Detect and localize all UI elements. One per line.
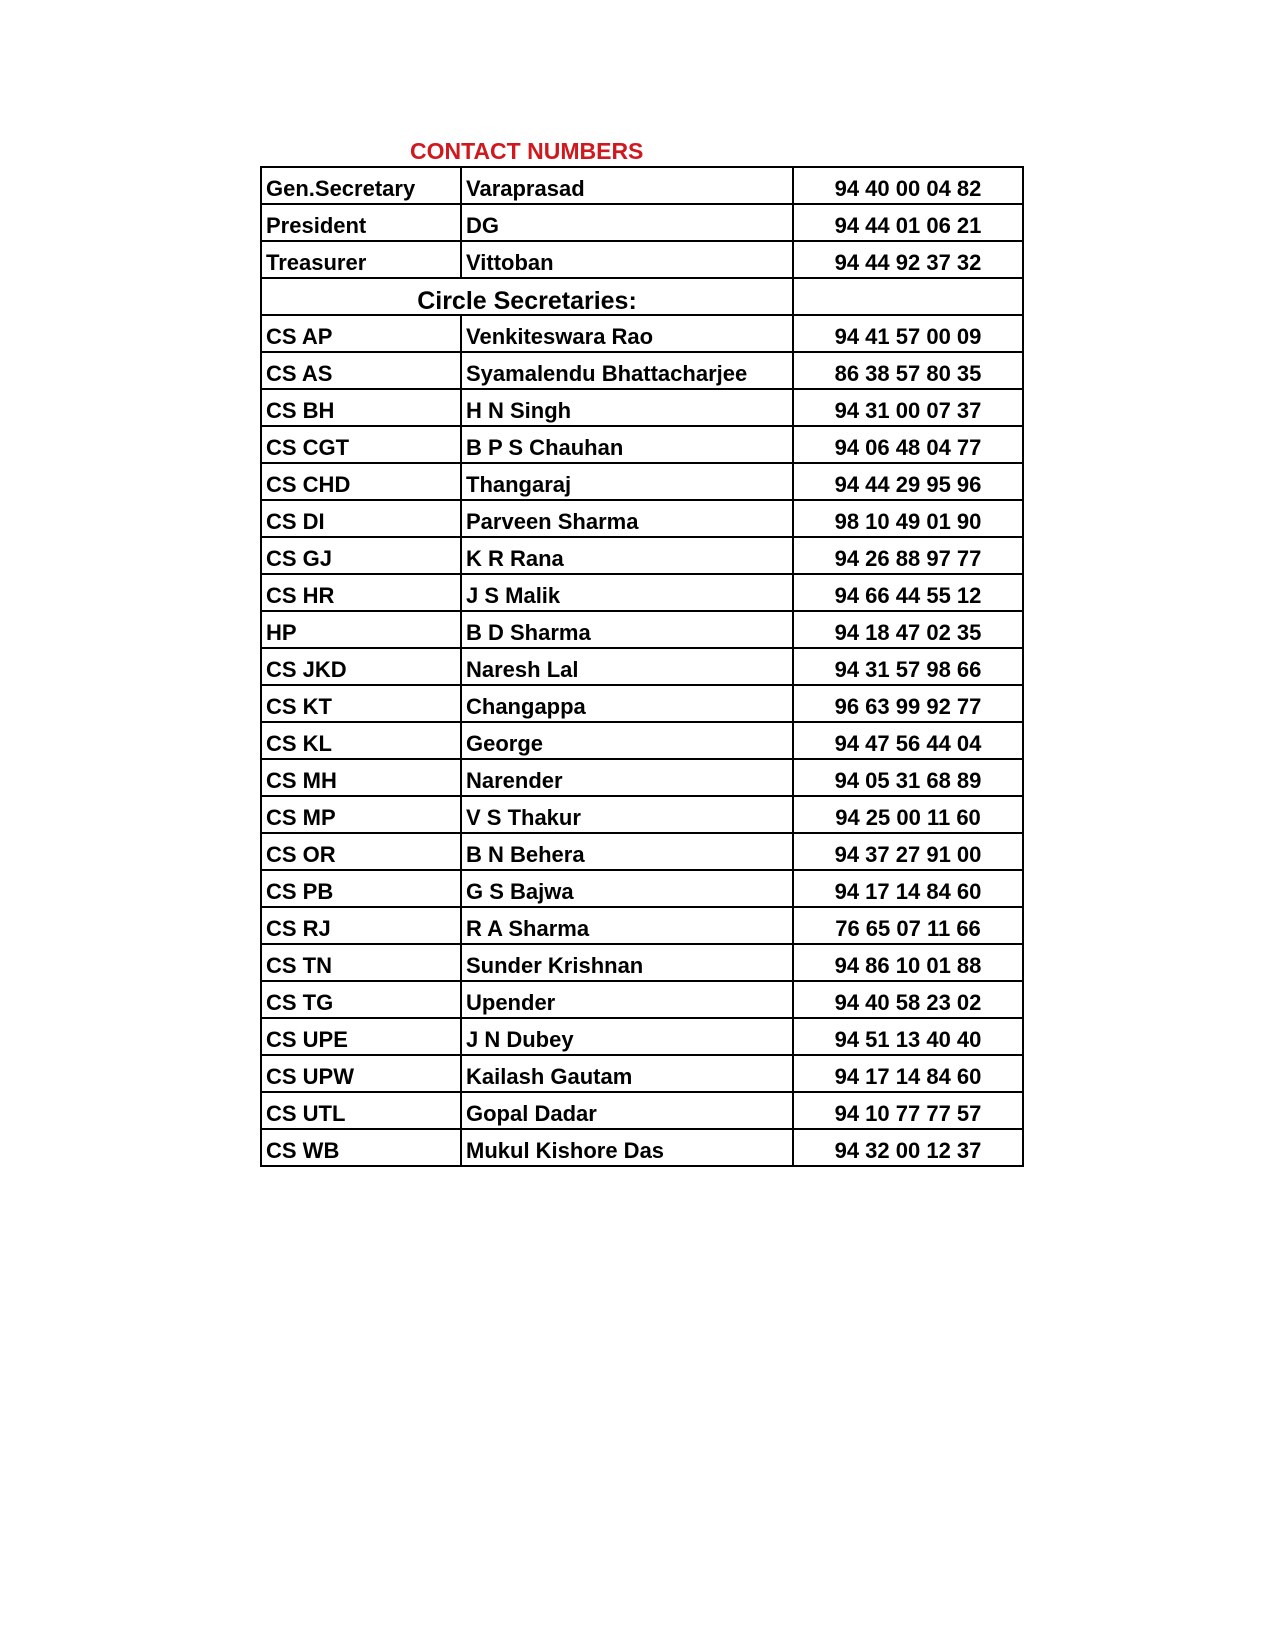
name-cell: Gopal Dadar: [461, 1092, 793, 1129]
table-row: [261, 315, 1023, 352]
table-row: [261, 1018, 1023, 1055]
phone-cell: 94 40 00 04 82: [793, 167, 1023, 204]
circle-cell: CS CGT: [261, 426, 461, 463]
name-cell: Kailash Gautam: [461, 1055, 793, 1092]
name-cell: H N Singh: [461, 389, 793, 426]
circle-cell: HP: [261, 611, 461, 648]
phone-cell: 94 40 58 23 02: [793, 981, 1023, 1018]
phone-cell: 94 37 27 91 00: [793, 833, 1023, 870]
table-row: [261, 796, 1023, 833]
phone-cell: 94 47 56 44 04: [793, 722, 1023, 759]
circle-cell: CS CHD: [261, 463, 461, 500]
phone-cell: 94 66 44 55 12: [793, 574, 1023, 611]
circle-cell: CS RJ: [261, 907, 461, 944]
circle-cell: CS MH: [261, 759, 461, 796]
name-cell: George: [461, 722, 793, 759]
phone-cell: 94 31 00 07 37: [793, 389, 1023, 426]
name-cell: Naresh Lal: [461, 648, 793, 685]
table-row: [261, 500, 1023, 537]
phone-cell: 94 17 14 84 60: [793, 1055, 1023, 1092]
name-cell: K R Rana: [461, 537, 793, 574]
table-row: [261, 944, 1023, 981]
circle-cell: CS DI: [261, 500, 461, 537]
table-row: [261, 537, 1023, 574]
phone-cell: 98 10 49 01 90: [793, 500, 1023, 537]
table-row: [261, 722, 1023, 759]
table-row: [261, 1129, 1023, 1166]
name-cell: Mukul Kishore Das: [461, 1129, 793, 1166]
circle-cell: CS KL: [261, 722, 461, 759]
name-cell: Narender: [461, 759, 793, 796]
phone-cell: 94 05 31 68 89: [793, 759, 1023, 796]
circle-cell: CS AP: [261, 315, 461, 352]
phone-cell: 94 41 57 00 09: [793, 315, 1023, 352]
phone-cell: 94 32 00 12 37: [793, 1129, 1023, 1166]
name-cell: Changappa: [461, 685, 793, 722]
circle-cell: CS AS: [261, 352, 461, 389]
table-row: [261, 352, 1023, 389]
name-cell: B P S Chauhan: [461, 426, 793, 463]
circle-cell: CS BH: [261, 389, 461, 426]
table-row-officer: [261, 241, 1023, 278]
name-cell: G S Bajwa: [461, 870, 793, 907]
table-row: [261, 759, 1023, 796]
empty-cell: [793, 278, 1023, 315]
circle-cell: CS HR: [261, 574, 461, 611]
role-cell: Treasurer: [261, 241, 461, 278]
table-row: [261, 1092, 1023, 1129]
table-row: [261, 870, 1023, 907]
table-row: [261, 833, 1023, 870]
role-cell: President: [261, 204, 461, 241]
section-heading: Circle Secretaries:: [261, 278, 793, 315]
circle-cell: CS GJ: [261, 537, 461, 574]
phone-cell: 94 51 13 40 40: [793, 1018, 1023, 1055]
circle-cell: CS PB: [261, 870, 461, 907]
table-row: [261, 981, 1023, 1018]
circle-cell: CS OR: [261, 833, 461, 870]
phone-cell: 94 10 77 77 57: [793, 1092, 1023, 1129]
name-cell: Venkiteswara Rao: [461, 315, 793, 352]
table-row: [261, 389, 1023, 426]
phone-cell: 94 44 01 06 21: [793, 204, 1023, 241]
name-cell: Upender: [461, 981, 793, 1018]
circle-cell: CS MP: [261, 796, 461, 833]
name-cell: Varaprasad: [461, 167, 793, 204]
circle-cell: CS UPE: [261, 1018, 461, 1055]
phone-cell: 94 25 00 11 60: [793, 796, 1023, 833]
table-row-officer: [261, 167, 1023, 204]
phone-cell: 94 18 47 02 35: [793, 611, 1023, 648]
contact-table: [260, 166, 1024, 1167]
page-title: CONTACT NUMBERS: [410, 138, 644, 164]
name-cell: Syamalendu Bhattacharjee: [461, 352, 793, 389]
phone-cell: 94 06 48 04 77: [793, 426, 1023, 463]
phone-cell: 76 65 07 11 66: [793, 907, 1023, 944]
phone-cell: 94 31 57 98 66: [793, 648, 1023, 685]
name-cell: J S Malik: [461, 574, 793, 611]
circle-cell: CS UTL: [261, 1092, 461, 1129]
name-cell: Parveen Sharma: [461, 500, 793, 537]
table-row: [261, 463, 1023, 500]
circle-cell: CS TN: [261, 944, 461, 981]
phone-cell: 94 26 88 97 77: [793, 537, 1023, 574]
name-cell: V S Thakur: [461, 796, 793, 833]
circle-cell: CS UPW: [261, 1055, 461, 1092]
phone-cell: 94 86 10 01 88: [793, 944, 1023, 981]
phone-cell: 96 63 99 92 77: [793, 685, 1023, 722]
table-row: [261, 574, 1023, 611]
phone-cell: 94 17 14 84 60: [793, 870, 1023, 907]
contact-table-body: [261, 167, 1023, 1166]
name-cell: DG: [461, 204, 793, 241]
phone-cell: 94 44 29 95 96: [793, 463, 1023, 500]
name-cell: Vittoban: [461, 241, 793, 278]
table-row: [261, 907, 1023, 944]
table-row: [261, 648, 1023, 685]
name-cell: B N Behera: [461, 833, 793, 870]
table-row-officer: [261, 204, 1023, 241]
table-row: [261, 685, 1023, 722]
phone-cell: 94 44 92 37 32: [793, 241, 1023, 278]
name-cell: Sunder Krishnan: [461, 944, 793, 981]
name-cell: J N Dubey: [461, 1018, 793, 1055]
table-row: [261, 426, 1023, 463]
role-cell: Gen.Secretary: [261, 167, 461, 204]
name-cell: R A Sharma: [461, 907, 793, 944]
name-cell: Thangaraj: [461, 463, 793, 500]
circle-cell: CS WB: [261, 1129, 461, 1166]
circle-cell: CS TG: [261, 981, 461, 1018]
circle-cell: CS JKD: [261, 648, 461, 685]
table-row: [261, 611, 1023, 648]
name-cell: B D Sharma: [461, 611, 793, 648]
table-row: [261, 1055, 1023, 1092]
circle-cell: CS KT: [261, 685, 461, 722]
section-heading-row: [261, 278, 1023, 315]
phone-cell: 86 38 57 80 35: [793, 352, 1023, 389]
